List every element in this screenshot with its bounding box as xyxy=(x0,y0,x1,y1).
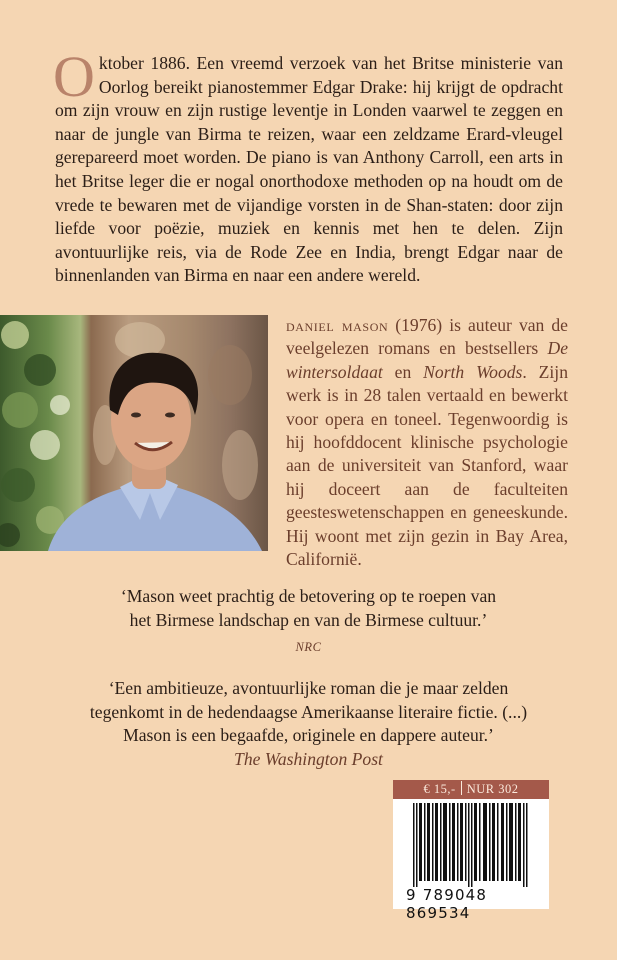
bio-text-3: . Zijn werk is in 28 talen vertaald en bewerkt voor opera en toneel. Tegenwoordig is hij hoofddocent klinische psychologie aan de universiteit van Stanford, waar hij doceert aan de faculteiten geesteswetenschappen en geneeskunde. Hij woont met zijn gezin in Bay Area, Californië. xyxy=(286,361,568,570)
quote-line: Mason is een begaafde, originele en dappere auteur.’ xyxy=(123,725,494,745)
quote-line: tegenkomt in de hedendaagse Amerikaanse literaire fictie. (...) xyxy=(89,701,528,722)
book-title-2: North Woods xyxy=(423,361,523,382)
quote-source: The Washington Post xyxy=(234,748,383,769)
price-label: € 15,- xyxy=(423,782,456,796)
review-quote-washington-post xyxy=(40,677,577,771)
nur-code: NUR 302 xyxy=(466,782,519,796)
quote-line: ‘Mason weet prachtig de betovering op te roepen van xyxy=(120,586,497,606)
bio-text-2: en xyxy=(382,361,424,382)
divider xyxy=(461,781,462,795)
author-bio xyxy=(286,314,568,571)
blurb-text: ktober 1886. Een vreemd verzoek van het Britse ministerie van Oorlog bereikt pianostemmer Edgar Drake: hij krijgt de opdracht om zijn vrouw en zijn rustige leventje in Londen vaarwel te zeggen en naar de jungle van Birma te reizen, waar een zeldzame Erard-vleugel gerepareerd moet worden. De piano is van Anthony Carroll, een arts in het Britse leger die er nogal onorthodoxe methoden op na houdt om de vrede te bewaren met de vijandige vorsten in de Shan-staten: door zijn liefde voor poëzie, muziek en kennis met hen te delen. Zijn avontuurlijke reis, via de Rode Zee en India, brengt Edgar naar de binnenlanden van Birma en naar een andere wereld. xyxy=(55,53,563,286)
author-name: daniel mason xyxy=(286,315,389,335)
dropcap-letter: O xyxy=(53,44,95,109)
barcode-icon xyxy=(405,803,537,887)
quote-line: ‘Een ambitieuze, avontuurlijke roman die je maar zelden xyxy=(108,678,509,698)
price-bar xyxy=(393,780,549,799)
price-barcode-box xyxy=(393,780,549,922)
barcode-area xyxy=(393,799,549,922)
quote-line: het Birmese landschap en van de Birmese cultuur.’ xyxy=(129,609,488,630)
bio-text-1: (1976) is auteur van de veelgelezen romans en bestsellers xyxy=(286,315,568,359)
author-photo xyxy=(0,315,268,551)
review-quote-nrc xyxy=(40,585,577,660)
isbn-number: 9 789048 869534 xyxy=(406,886,488,922)
quote-source: NRC xyxy=(295,640,322,654)
book-title-1: De wintersoldaat xyxy=(286,338,568,382)
back-cover-blurb xyxy=(53,44,563,288)
